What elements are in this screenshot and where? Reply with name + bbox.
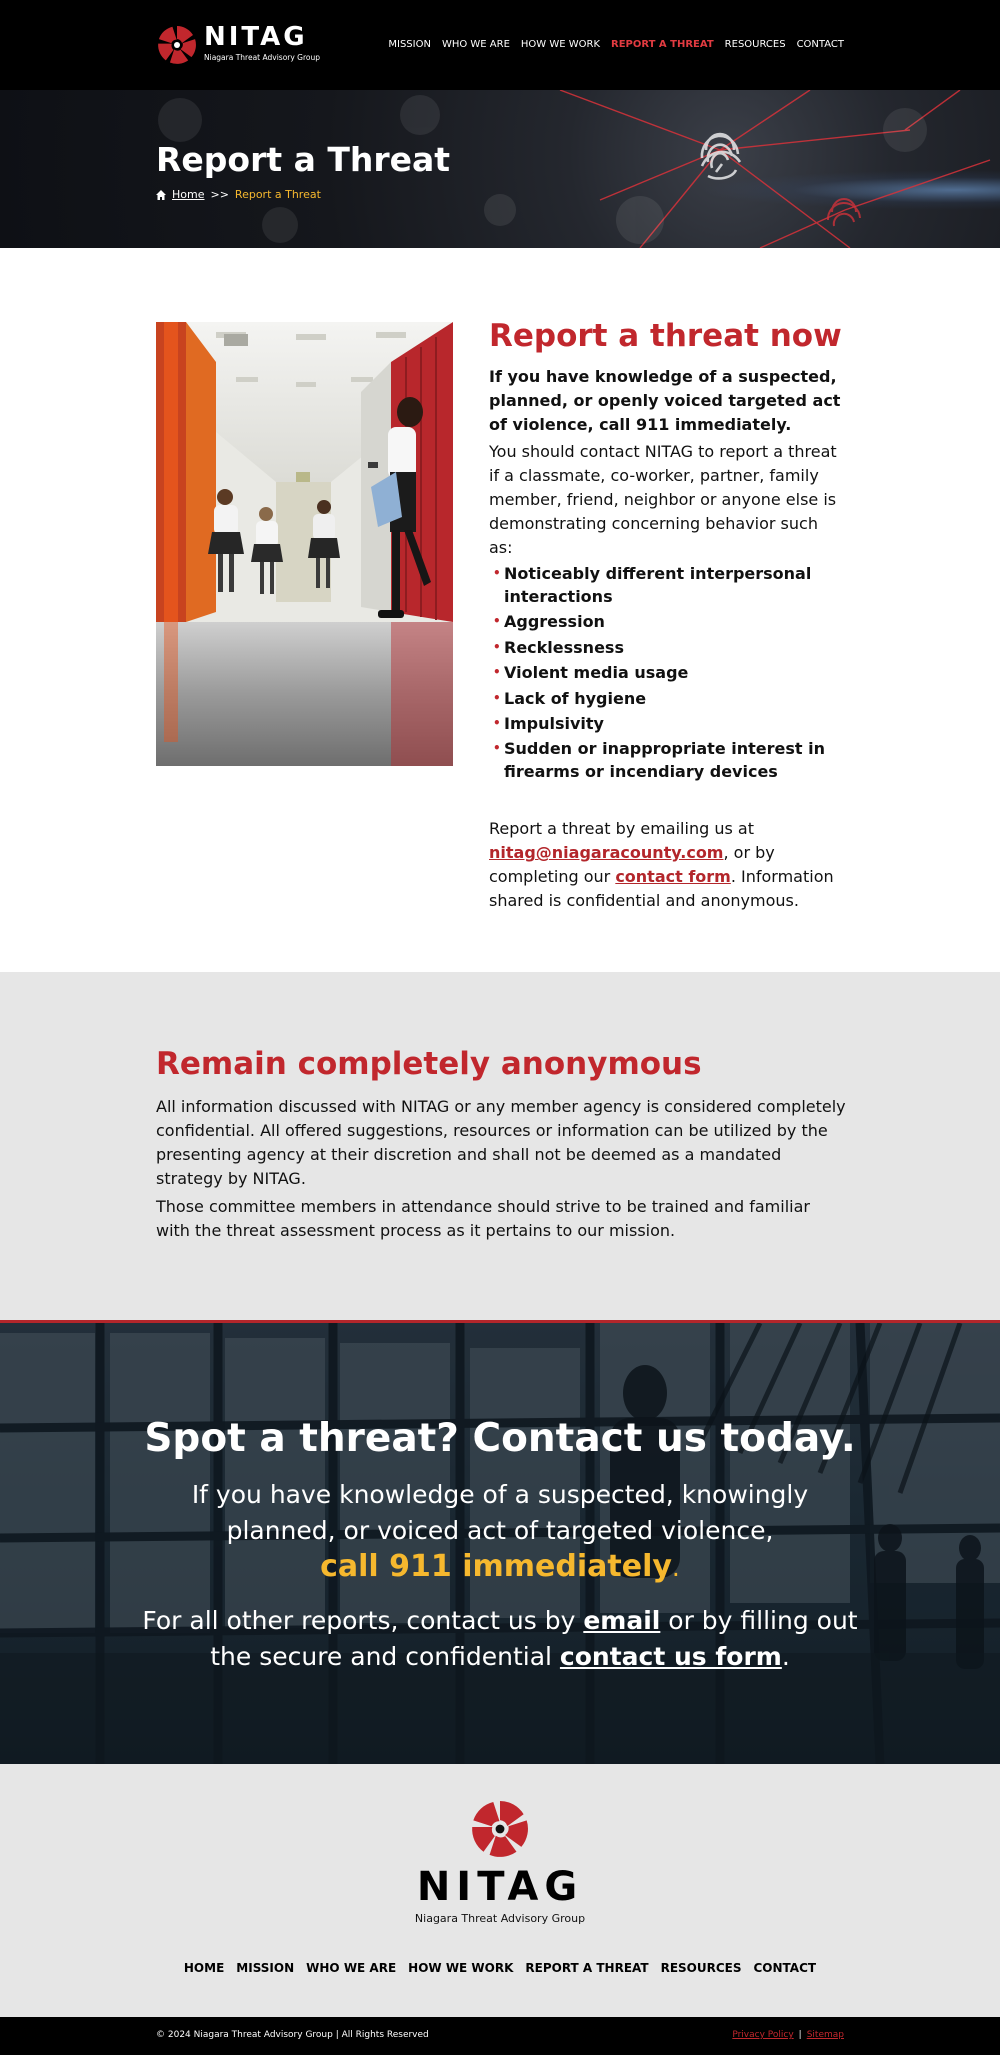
footer-nav: [0, 1960, 1000, 1976]
footer-nav-contact[interactable]: CONTACT: [753, 1961, 817, 1975]
call-911-notice: If you have knowledge of a suspected, planned, or openly voiced targeted act of violence, call 911 immediately.: [489, 367, 841, 434]
page-title: Report a Threat: [156, 140, 451, 179]
legal-links: [732, 2029, 844, 2041]
nitag-footer-logo-icon: [469, 1798, 531, 1860]
breadcrumb-separator: >>: [210, 188, 229, 201]
cta-line-2-middle: or by filling out the secure and confidential: [210, 1606, 858, 1671]
cta-contact-text: [140, 1603, 860, 1675]
contact-prefix: Report a threat by emailing us at: [489, 819, 754, 839]
hallway-students-photo: [156, 322, 453, 766]
hero-network-graphic: [0, 90, 1000, 248]
bullet-icon: •: [493, 639, 501, 654]
behavior-list: [489, 562, 845, 783]
breadcrumb: [156, 188, 321, 202]
report-heading: Report a threat now: [489, 318, 842, 354]
cta-line-2-prefix: For all other reports, contact us by: [142, 1606, 584, 1635]
cta-email-link[interactable]: email: [583, 1606, 661, 1635]
cta-line-1: If you have knowledge of a suspected, knowingly planned, or voiced act of targeted violence,: [191, 1480, 809, 1545]
list-item: [489, 737, 845, 783]
footer-logo-wordmark: NITAG: [416, 1864, 584, 1910]
bullet-icon: •: [493, 665, 501, 680]
list-item: [489, 712, 845, 735]
breadcrumb-home[interactable]: Home: [172, 188, 205, 201]
cta-period: .: [671, 1553, 680, 1582]
footer-nav-who-we-are[interactable]: WHO WE ARE: [306, 1961, 397, 1975]
bullet-icon: •: [493, 741, 501, 756]
cta-emergency-text: [150, 1477, 850, 1586]
footer-nav-mission[interactable]: MISSION: [236, 1961, 295, 1975]
bottom-bar: [0, 2017, 1000, 2055]
nav-how-we-work[interactable]: HOW WE WORK: [520, 39, 601, 50]
footer-nav-report-a-threat[interactable]: REPORT A THREAT: [525, 1961, 649, 1975]
anonymous-content: [156, 1044, 846, 1243]
nav-mission[interactable]: MISSION: [388, 39, 431, 50]
anonymous-heading: Remain completely anonymous: [156, 1046, 702, 1082]
report-intro: You should contact NITAG to report a threat if a classmate, co-worker, partner, family member, friend, neighbor or anyone else is demonstrating concerning behavior such as:: [489, 442, 837, 557]
home-icon: [156, 190, 166, 200]
breadcrumb-current: Report a Threat: [234, 188, 321, 201]
list-item: [489, 610, 845, 633]
list-item: [489, 687, 845, 710]
anonymous-paragraph-1: All information discussed with NITAG or any member agency is considered completely confidential. All offered suggestions, resources or information can be utilized by the presenting agency at their discretion and shall not be deemed as a mandated strategy by NITAG.: [156, 1097, 846, 1188]
nav-who-we-are[interactable]: WHO WE ARE: [441, 39, 510, 50]
behavior-label: Impulsivity: [504, 713, 604, 733]
bullet-icon: •: [493, 715, 501, 730]
report-contact-text: [489, 817, 845, 913]
site-logo[interactable]: [156, 22, 321, 66]
site-footer: [0, 1764, 1000, 2017]
report-section: [0, 248, 1000, 972]
email-link[interactable]: nitag@niagaracounty.com: [489, 843, 724, 863]
behavior-label: Violent media usage: [504, 663, 689, 683]
list-item: [489, 562, 845, 608]
logo-wordmark: NITAG: [204, 22, 308, 52]
nav-report-a-threat[interactable]: REPORT A THREAT: [611, 39, 714, 50]
main-nav: [388, 38, 844, 52]
cta-title: Spot a threat? Contact us today.: [144, 1416, 856, 1461]
contact-middle: , or by completing our: [489, 843, 775, 887]
report-content: [489, 316, 845, 913]
site-header: [0, 0, 1000, 90]
nav-contact[interactable]: CONTACT: [796, 39, 844, 50]
behavior-label: Noticeably different interpersonal interactions: [504, 564, 812, 606]
list-item: [489, 661, 845, 684]
cta-contact-form-link[interactable]: contact us form: [559, 1642, 782, 1671]
contact-form-link[interactable]: contact form: [615, 867, 731, 887]
bullet-icon: •: [493, 566, 501, 580]
anonymous-paragraph-2: Those committee members in attendance should strive to be trained and familiar with the threat assessment process as it pertains to our mission.: [156, 1197, 810, 1240]
footer-nav-how-we-work[interactable]: HOW WE WORK: [408, 1961, 514, 1975]
contact-cta-banner: [0, 1320, 1000, 1764]
footer-nav-home[interactable]: HOME: [183, 1961, 225, 1975]
bullet-icon: •: [493, 614, 501, 629]
footer-nav-resources[interactable]: RESOURCES: [660, 1961, 742, 1975]
behavior-label: Aggression: [504, 612, 605, 632]
behavior-label: Lack of hygiene: [504, 688, 647, 708]
sitemap-link[interactable]: Sitemap: [806, 2030, 844, 2040]
nitag-logo-icon: [156, 24, 198, 66]
contact-suffix: . Information shared is confidential and anonymous.: [489, 867, 834, 911]
cta-line-2-suffix: .: [781, 1642, 790, 1671]
legal-divider: |: [798, 2030, 802, 2040]
anonymous-section: [0, 972, 1000, 1320]
copyright-text: © 2024 Niagara Threat Advisory Group | All Rights Reserved: [156, 2030, 429, 2040]
logo-subtitle: Niagara Threat Advisory Group: [204, 53, 321, 62]
nav-resources[interactable]: RESOURCES: [724, 39, 786, 50]
behavior-label: Sudden or inappropriate interest in firearms or incendiary devices: [504, 739, 825, 782]
page-hero: [0, 90, 1000, 248]
behavior-label: Recklessness: [504, 637, 624, 657]
footer-logo-subtitle: Niagara Threat Advisory Group: [414, 1912, 586, 1925]
bullet-icon: •: [493, 690, 501, 705]
list-item: [489, 636, 845, 659]
cta-call-911: call 911 immediately: [320, 1549, 672, 1584]
privacy-policy-link[interactable]: Privacy Policy: [732, 2030, 794, 2040]
